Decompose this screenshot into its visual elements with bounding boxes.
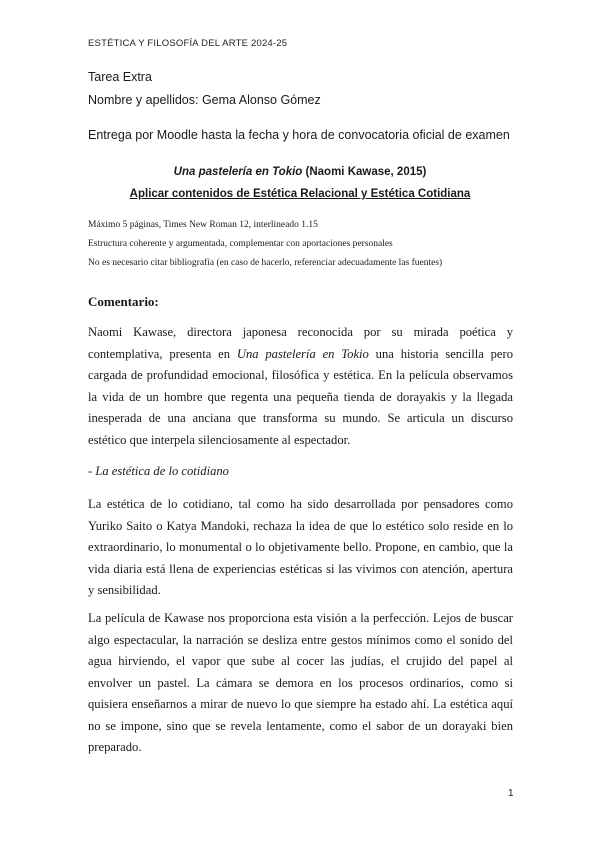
film-credit: (Naomi Kawase, 2015) (302, 166, 427, 178)
paragraph-intro: Naomi Kawase, directora japonesa reconocida por su mirada poética y contemplativa, presenta en Una pastelería en Tokio una historia sencilla pero cargada de profundidad emocional, filosófica y estética. En la película observamos la vida de un hombre que regenta una pequeña tienda de dorayakis y la llegada inesperada de una anciana que transforma su mundo. Se articula un discurso estético que interpela silenciosamente al espectador. (88, 325, 513, 447)
page-number: 1 (508, 788, 514, 799)
requirement-item: No es necesario citar bibliografía (en caso de hacerlo, referenciar adecuadamente las fuentes) (88, 258, 443, 268)
film-title-inline: Una pastelería en Tokio (236, 346, 369, 361)
paragraph-kawase: La película de Kawase nos proporciona esta visión a la perfección. Lejos de buscar algo espectacular, la narración se desliza entre gestos mínimos como el sonido del agua hirviendo, el vapor que sube al cocer las judías, el crujido del papel al envolver un pastel. La cámara se demora en los procesos ordinarios, como si quisiera enseñarnos a mirar de nuevo lo que siempre ha estado ahí. La estética aquí no se impone, sino que se revela lentamente, como el sabor de un dorayaki bien preparado. (88, 611, 513, 754)
comentario-heading: Comentario: (88, 294, 159, 309)
requirement-item: Estructura coherente y argumentada, complementar con aportaciones personales (88, 239, 393, 249)
task-label: Tarea Extra (88, 70, 152, 84)
paragraph-cotidiano: La estética de lo cotidiano, tal como ha sido desarrollada por pensadores como Yuriko Saito o Katya Mandoki, rechaza la idea de que lo estético solo reside en lo extraordinario, lo monumental o lo objetivamente bello. Propone, en cambio, que la vida diaria está llena de experiencias estéticas si las vivimos con atención, apertura y sensibilidad. (88, 497, 513, 597)
film-title-line (0, 166, 600, 178)
author-name: Nombre y apellidos: Gema Alonso Gómez (88, 93, 321, 107)
film-title: Una pastelería en Tokio (173, 166, 303, 178)
section-heading: - La estética de lo cotidiano (88, 464, 229, 478)
delivery-note: Entrega por Moodle hasta la fecha y hora de convocatoria oficial de examen (88, 128, 510, 142)
assignment-subtitle: Aplicar contenidos de Estética Relacional y Estética Cotidiana (129, 188, 471, 200)
requirement-item: Máximo 5 páginas, Times New Roman 12, interlineado 1.15 (88, 220, 318, 230)
document-header: ESTÉTICA Y FILOSOFÍA DEL ARTE 2024-25 (88, 38, 288, 49)
